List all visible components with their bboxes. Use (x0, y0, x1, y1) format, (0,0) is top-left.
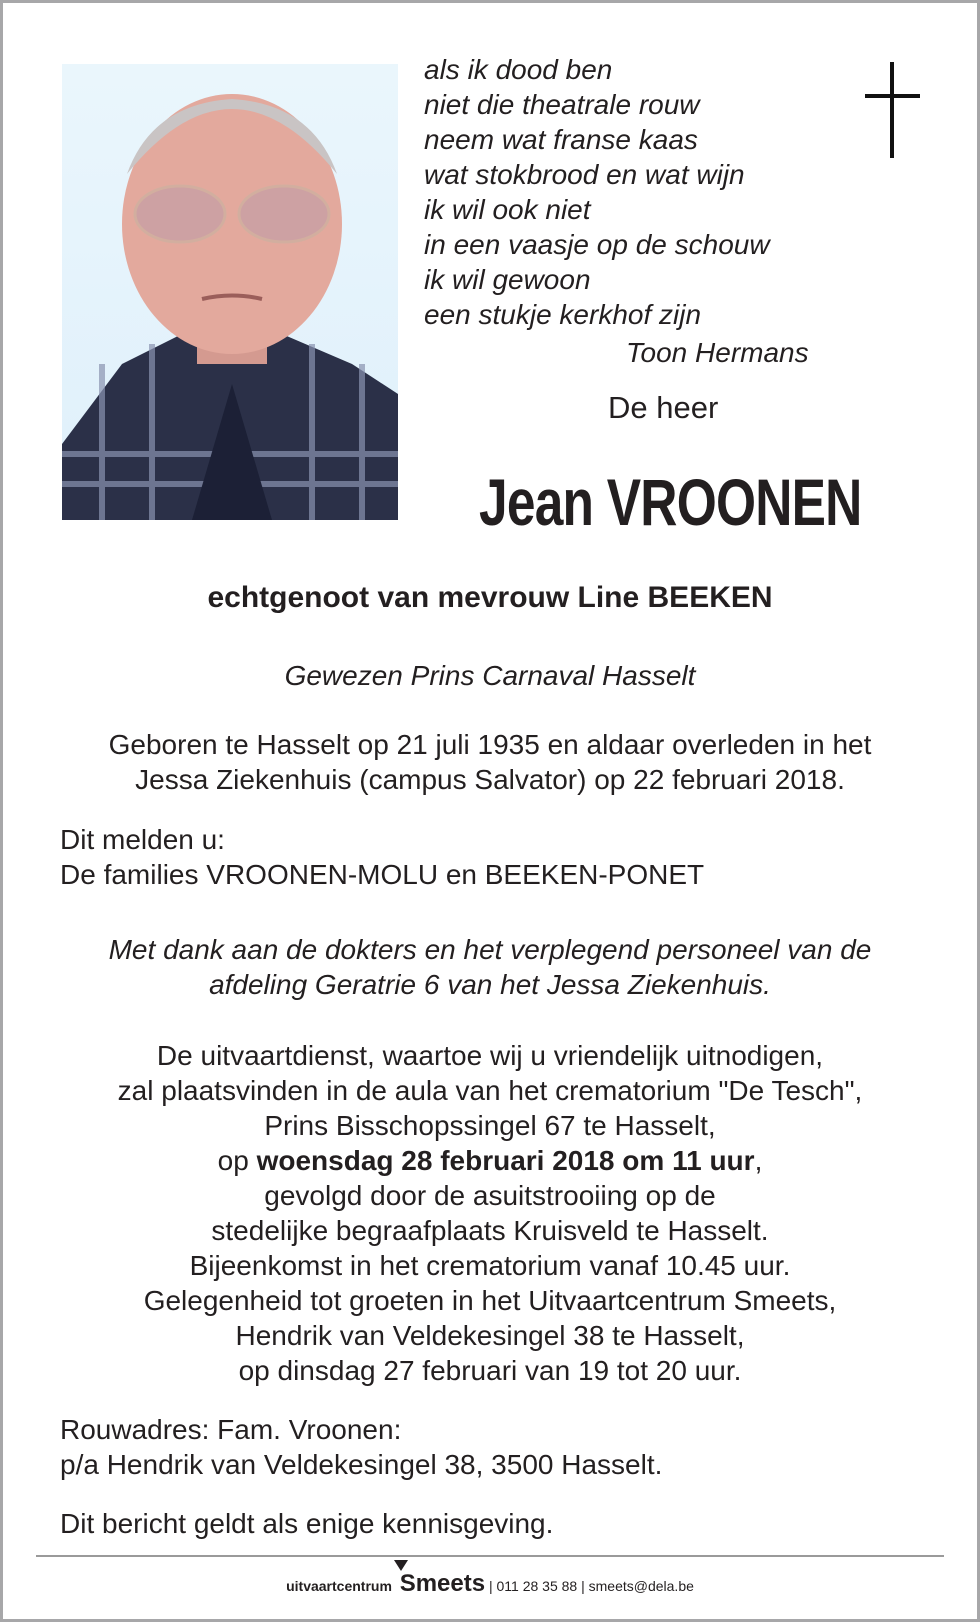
text-line: Gelegenheid tot groeten in het Uitvaartcentrum Smeets, (143, 1285, 837, 1316)
text-line: stedelijke begraafplaats Kruisveld te Hasselt. (211, 1215, 769, 1246)
spouse-line: echtgenoot van mevrouw Line BEEKEN (207, 581, 773, 614)
footer-email[interactable]: smeets@dela.be (588, 1578, 694, 1594)
footer (0, 1570, 980, 1598)
footer-phone: | 011 28 35 88 | (488, 1578, 585, 1594)
poem-line: als ik dood ben (424, 54, 613, 85)
poem-line: in een vaasje op de schouw (424, 229, 770, 260)
poem-author: Toon Hermans (626, 337, 809, 368)
role-line: Gewezen Prins Carnaval Hasselt (284, 660, 696, 691)
text-line: Met dank aan de dokters en het verplegend personeel van de (108, 934, 872, 965)
footer-brand: Smeets (399, 1570, 486, 1597)
deceased-name: Jean VROONEN (479, 465, 862, 539)
cross-icon (890, 62, 894, 158)
text-line: Dit melden u: (60, 824, 225, 855)
text-line: Hendrik van Veldekesingel 38 te Hasselt, (235, 1320, 745, 1351)
text: , (754, 1145, 763, 1176)
text-line: zal plaatsvinden in de aula van het crematorium "De Tesch", (117, 1075, 863, 1106)
poem-line: ik wil gewoon (424, 264, 591, 295)
birth-death-text (0, 727, 980, 797)
text-line: De uitvaartdienst, waartoe wij u vriendelijk uitnodigen, (156, 1040, 824, 1071)
footer-divider (36, 1555, 944, 1557)
poem-line: een stukje kerkhof zijn (424, 299, 702, 330)
poem-line: wat stokbrood en wat wijn (424, 159, 745, 190)
announcement (60, 822, 704, 892)
text-line: Bijeenkomst in het crematorium vanaf 10.45 uur. (189, 1250, 791, 1281)
text-line: Prins Bisschopssingel 67 te Hasselt, (264, 1110, 716, 1141)
text-line: Rouwadres: Fam. Vroonen: (60, 1414, 402, 1445)
text-line: De families VROONEN-MOLU en BEEKEN-PONET (60, 859, 705, 890)
text: op (217, 1145, 257, 1176)
text-line: afdeling Geratrie 6 van het Jessa Ziekenhuis. (209, 969, 771, 1000)
text-line: Jessa Ziekenhuis (campus Salvator) op 22 februari 2018. (135, 764, 845, 795)
poem-line: ik wil ook niet (424, 194, 591, 225)
thanks-text (0, 932, 980, 1002)
text-line: Geboren te Hasselt op 21 juli 1935 en aldaar overleden in het (108, 729, 872, 760)
text-line: op dinsdag 27 februari van 19 tot 20 uur. (238, 1355, 742, 1386)
service-details (0, 1038, 980, 1388)
mourning-address (60, 1412, 662, 1482)
cross-icon-bar (865, 94, 920, 98)
poem-line: niet die theatrale rouw (424, 89, 700, 120)
service-date-line (0, 1143, 980, 1178)
service-date: woensdag 28 februari 2018 om 11 uur (256, 1145, 755, 1176)
portrait-photo (62, 64, 398, 520)
poem-line: neem wat franse kaas (424, 124, 698, 155)
honorific: De heer (608, 390, 719, 425)
footer-prefix: uitvaartcentrum (286, 1578, 392, 1594)
notice-text: Dit bericht geldt als enige kennisgeving. (60, 1508, 554, 1539)
text-line: gevolgd door de asuitstrooiing op de (264, 1180, 716, 1211)
text-line: p/a Hendrik van Veldekesingel 38, 3500 Hasselt. (60, 1449, 663, 1480)
poem (424, 52, 770, 332)
